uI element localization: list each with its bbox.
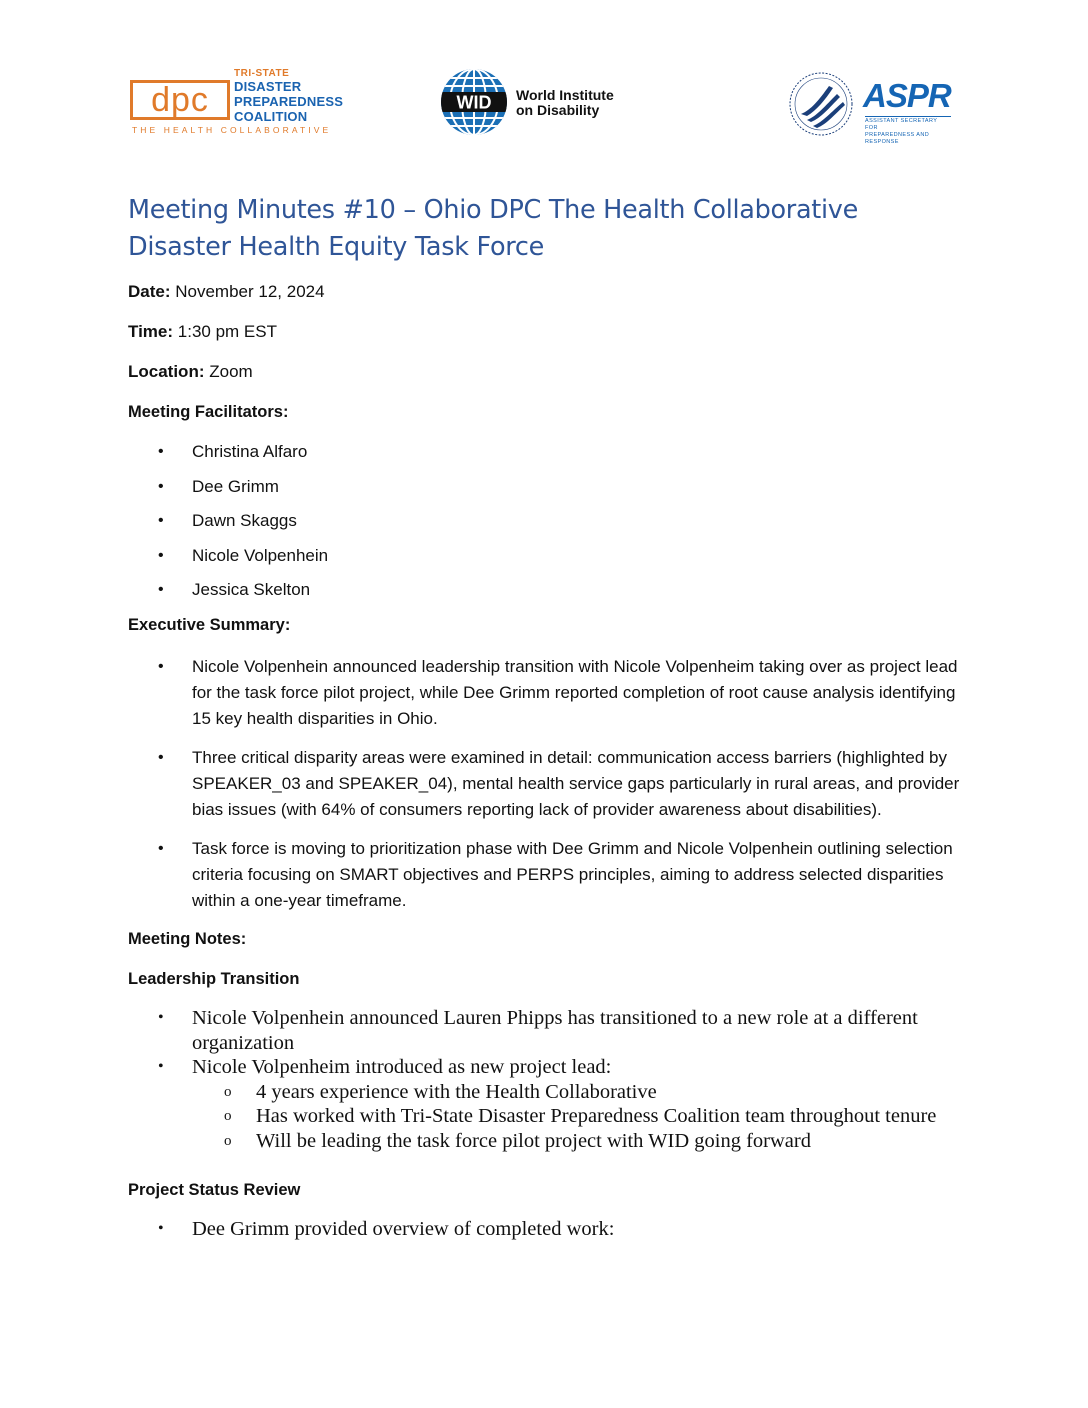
- date-field: [128, 281, 960, 303]
- page-title: Meeting Minutes #10 – Ohio DPC The Health Collaborative Disaster Health Equity Task Force: [128, 195, 858, 262]
- leadership-sub-item: o 4 years experience with the Health Collaborative: [192, 1080, 960, 1105]
- leadership-sub-list: [192, 1080, 960, 1154]
- dpc-line-2: DISASTER: [234, 79, 302, 94]
- dpc-line-1: TRI-STATE: [234, 68, 290, 79]
- time-label: Time:: [128, 322, 174, 341]
- summary-item: • Three critical disparity areas were examined in detail: communication access barriers (highlighted by SPEAKER_03 and SPEAKER_04), mental health service gaps particularly in rural areas, and provider bias issues (with 64% of consumers reporting lack of provider awareness about disabilities).: [128, 745, 960, 823]
- date-label: Date:: [128, 282, 171, 301]
- dpc-wordmark: [234, 68, 346, 124]
- aspr-sub-line-2: PREPAREDNESS AND RESPONSE: [865, 132, 930, 145]
- executive-summary-list: [128, 654, 960, 914]
- wid-name-line-2: on Disability: [516, 102, 600, 118]
- summary-item: • Task force is moving to prioritization phase with Dee Grimm and Nicole Volpenhein outlining selection criteria focusing on SMART objectives and PERPS principles, aiming to address selected disparities within a one-year timeframe.: [128, 836, 960, 914]
- aspr-sub-line-1: ASSISTANT SECRETARY FOR: [865, 118, 938, 131]
- leadership-sub-item: o Has worked with Tri-State Disaster Preparedness Coalition team throughout tenure: [192, 1104, 960, 1129]
- leadership-item: [128, 1055, 960, 1080]
- document-body: [128, 192, 960, 1242]
- aspr-subtitle: [865, 116, 951, 146]
- facilitators-list: [128, 441, 960, 601]
- location-label: Location:: [128, 362, 205, 381]
- facilitator-item: • Jessica Skelton: [128, 579, 960, 601]
- leadership-item-text: Nicole Volpenheim introduced as new project lead:: [192, 1056, 612, 1078]
- hhs-seal-icon: [785, 70, 857, 138]
- facilitator-item: • Dawn Skaggs: [128, 510, 960, 532]
- wid-name: [516, 88, 614, 118]
- dpc-tagline: THE HEALTH COLLABORATIVE: [132, 125, 332, 135]
- aspr-wordmark: ASPR: [863, 77, 951, 114]
- wid-globe-icon: [440, 68, 508, 136]
- date-value: November 12, 2024: [175, 282, 325, 301]
- location-value: Zoom: [209, 362, 253, 381]
- leadership-heading: Leadership Transition: [128, 970, 300, 988]
- facilitators-heading: Meeting Facilitators:: [128, 403, 289, 421]
- leadership-sub-item: o Will be leading the task force pilot project with WID going forward: [192, 1129, 960, 1154]
- logo-bar: [0, 0, 1088, 170]
- wid-logo: [440, 68, 640, 140]
- leadership-item: • Nicole Volpenhein announced Lauren Phipps has transitioned to a new role at a different organization: [128, 1006, 960, 1055]
- time-value: 1:30 pm EST: [177, 322, 277, 341]
- dpc-line-4: COALITION: [234, 109, 308, 124]
- meeting-notes-heading: Meeting Notes:: [128, 930, 247, 948]
- location-field: [128, 361, 960, 383]
- wid-name-line-1: World Institute: [516, 87, 614, 103]
- leadership-list: [128, 1006, 960, 1080]
- dpc-logo: [130, 68, 345, 140]
- project-status-heading: Project Status Review: [128, 1181, 301, 1199]
- svg-text:WID: WID: [456, 92, 492, 113]
- facilitator-item: • Nicole Volpenhein: [128, 545, 960, 567]
- facilitator-item: • Christina Alfaro: [128, 441, 960, 463]
- executive-summary-heading: Executive Summary:: [128, 616, 291, 634]
- dpc-mark-icon: [130, 80, 230, 120]
- time-field: [128, 321, 960, 343]
- project-status-item: • Dee Grimm provided overview of completed work:: [128, 1217, 960, 1242]
- summary-item: • Nicole Volpenhein announced leadership transition with Nicole Volpenheim taking over as project lead for the task force pilot project, while Dee Grimm reported completion of root cause analysis identifying 15 key health disparities in Ohio.: [128, 654, 960, 732]
- dpc-line-3: PREPAREDNESS: [234, 94, 344, 109]
- svg-text:dpc: dpc: [151, 81, 209, 119]
- project-status-list: [128, 1217, 960, 1242]
- aspr-logo: [785, 68, 955, 145]
- facilitator-item: • Dee Grimm: [128, 476, 960, 498]
